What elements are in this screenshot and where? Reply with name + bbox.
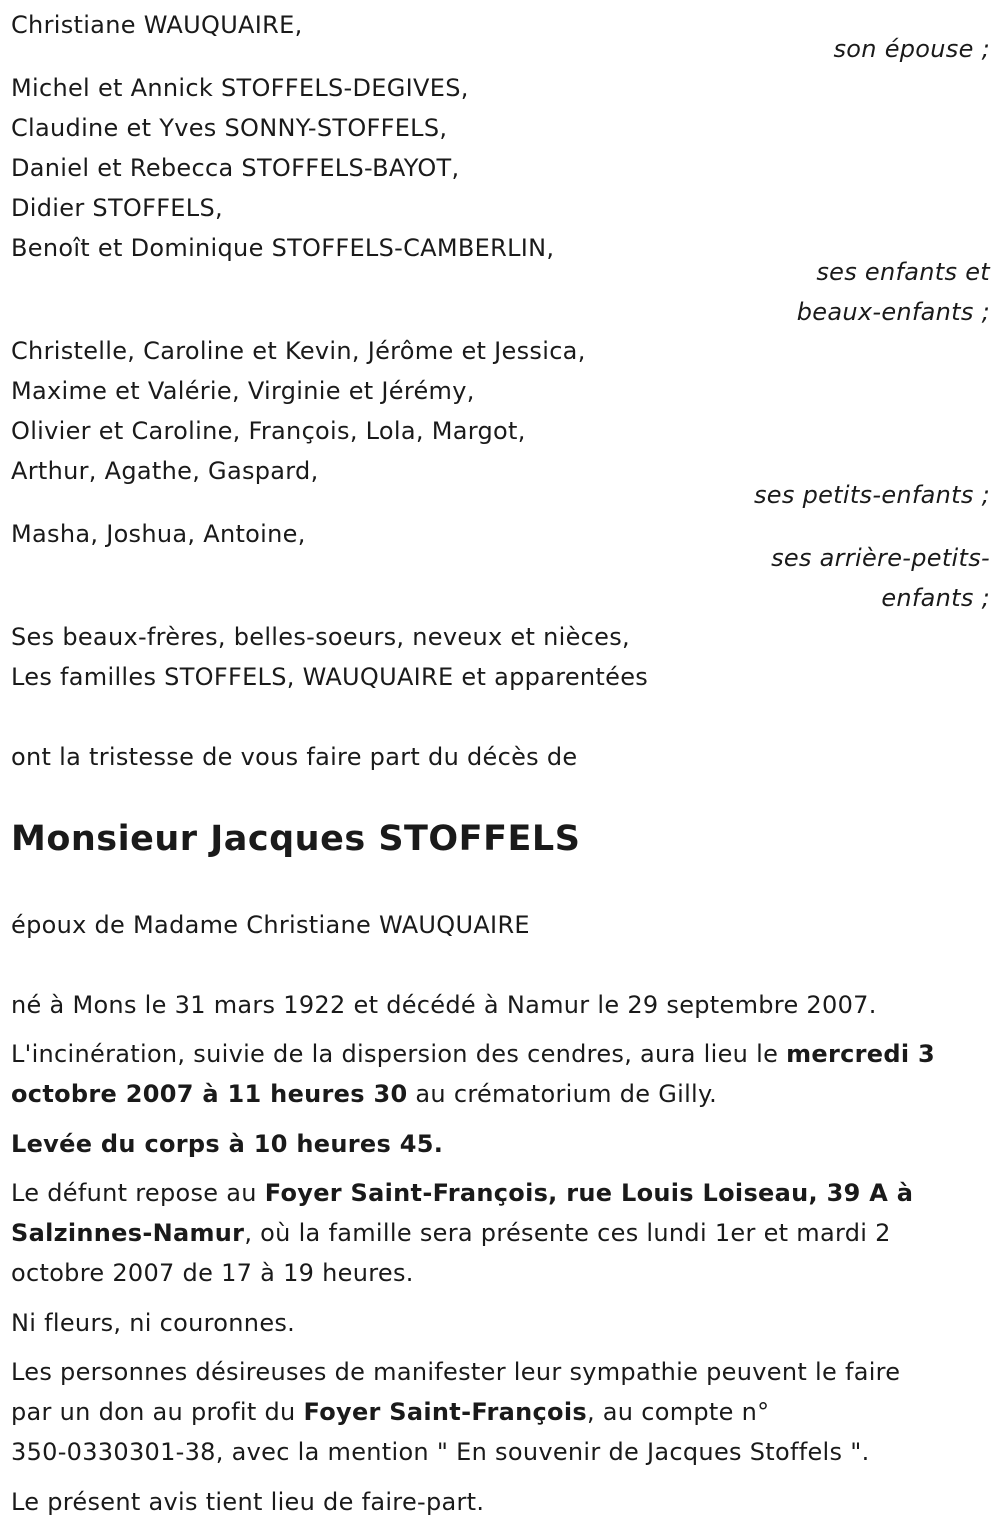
repose-line-1 <box>11 1177 913 1209</box>
repose-line-3: octobre 2007 de 17 à 19 heures. <box>11 1259 414 1287</box>
great-grandchildren-role: ses arrière-petits- <box>771 544 990 572</box>
cremation-date-2: octobre 2007 à 11 heures 30 <box>11 1080 408 1108</box>
repose-prefix: Le défunt repose au <box>11 1179 265 1207</box>
repose-middle: , où la famille sera présente ces lundi 1er et mardi 2 <box>244 1219 891 1247</box>
levee <box>11 1128 443 1160</box>
grandchild-line: Arthur, Agathe, Gaspard, <box>11 457 319 485</box>
grandchild-line: Olivier et Caroline, François, Lola, Margot, <box>11 417 526 445</box>
child-line: Didier STOFFELS, <box>11 194 223 222</box>
donation-line-3: 350-0330301-38, avec la mention " En souvenir de Jacques Stoffels ". <box>11 1438 870 1466</box>
cremation-line-1 <box>11 1038 935 1070</box>
repose-place-1: Foyer Saint-François, rue Louis Loiseau, 39 A à <box>264 1179 914 1207</box>
spouse-role: son épouse ; <box>833 35 990 63</box>
repose-line-2 <box>11 1217 891 1249</box>
grandchildren-role: ses petits-enfants ; <box>753 481 990 509</box>
grandchild-line: Christelle, Caroline et Kevin, Jérôme et Jessica, <box>11 337 586 365</box>
grandchild-line: Maxime et Valérie, Virginie et Jérémy, <box>11 377 475 405</box>
donation-prefix: par un don au profit du <box>11 1398 304 1426</box>
flowers: Ni fleurs, ni couronnes. <box>11 1309 296 1337</box>
closing: Le présent avis tient lieu de faire-part. <box>11 1488 485 1516</box>
relatives-line: Ses beaux-frères, belles-soeurs, neveux et nièces, <box>11 623 630 651</box>
children-role: ses enfants et <box>816 258 990 286</box>
child-line: Benoît et Dominique STOFFELS-CAMBERLIN, <box>11 234 555 262</box>
child-line: Claudine et Yves SONNY-STOFFELS, <box>11 114 448 142</box>
cremation-suffix: au crématorium de Gilly. <box>407 1080 718 1108</box>
great-grandchildren-role: enfants ; <box>881 584 990 612</box>
announcement: ont la tristesse de vous faire part du décès de <box>11 743 578 771</box>
levee-text: Levée du corps à 10 heures 45. <box>11 1130 444 1158</box>
cremation-date-1: mercredi 3 <box>786 1040 935 1068</box>
cremation-prefix: L'incinération, suivie de la dispersion des cendres, aura lieu le <box>11 1040 787 1068</box>
donation-suffix: , au compte n° <box>586 1398 770 1426</box>
spouse-name: Christiane WAUQUAIRE, <box>11 11 303 39</box>
relatives-line: Les familles STOFFELS, WAUQUAIRE et apparentées <box>11 663 649 691</box>
repose-place-2: Salzinnes-Namur <box>11 1219 245 1247</box>
child-line: Daniel et Rebecca STOFFELS-BAYOT, <box>11 154 460 182</box>
children-role: beaux-enfants ; <box>796 298 990 326</box>
spouse-of: époux de Madame Christiane WAUQUAIRE <box>11 911 530 939</box>
donation-beneficiary: Foyer Saint-François <box>303 1398 587 1426</box>
cremation-line-2 <box>11 1078 717 1110</box>
child-line: Michel et Annick STOFFELS-DEGIVES, <box>11 74 469 102</box>
donation-line-1: Les personnes désireuses de manifester leur sympathie peuvent le faire <box>11 1358 901 1386</box>
deceased-name: Monsieur Jacques STOFFELS <box>11 819 581 859</box>
birth-death: né à Mons le 31 mars 1922 et décédé à Namur le 29 septembre 2007. <box>11 991 877 1019</box>
great-grandchild-line: Masha, Joshua, Antoine, <box>11 520 306 548</box>
donation-line-2 <box>11 1396 769 1428</box>
